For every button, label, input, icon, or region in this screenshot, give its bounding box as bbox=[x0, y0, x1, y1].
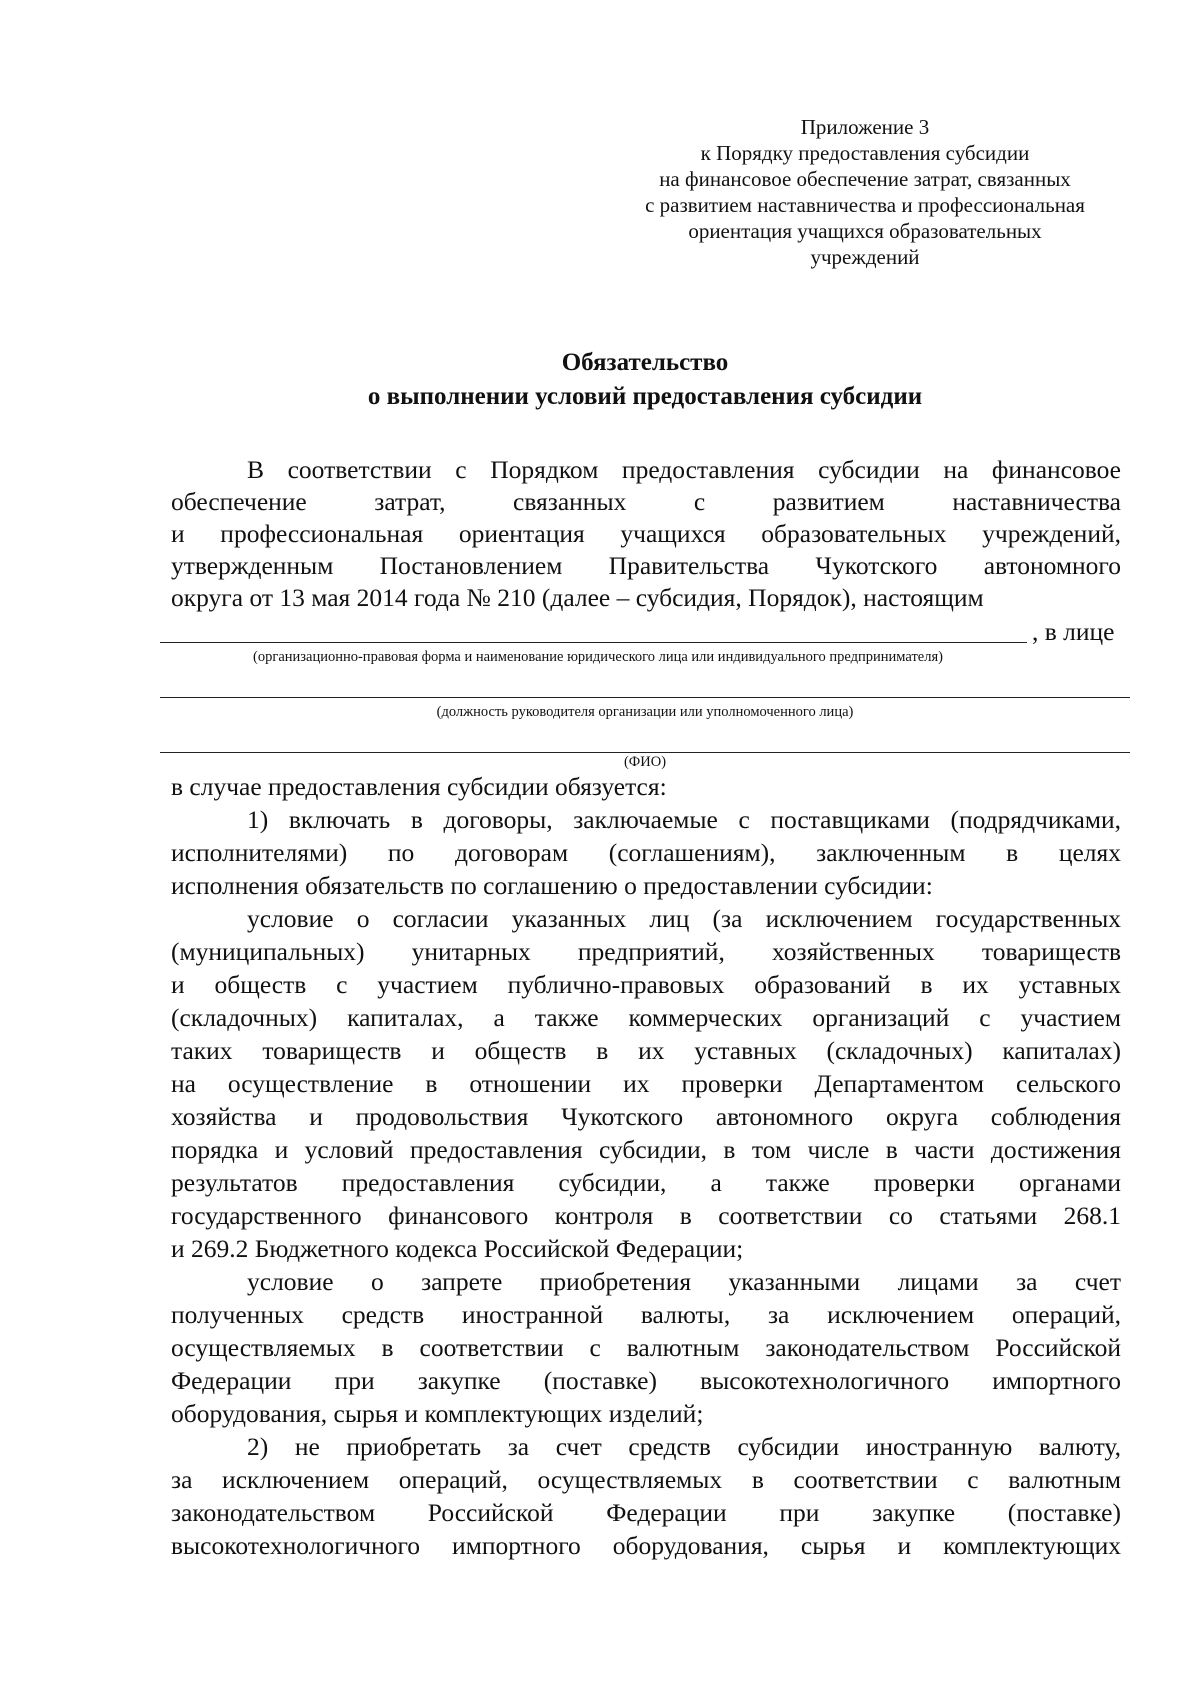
body-line: (муниципальных) унитарных предприятий, хозяйственных товариществ bbox=[171, 937, 1121, 966]
body-line: результатов предоставления субсидии, а также проверки органами bbox=[171, 1168, 1121, 1197]
intro-line: обеспечение затрат, связанных с развитием наставничества bbox=[171, 487, 1121, 516]
body-line: исполнителями) по договорам (соглашениям), заключенным в целях bbox=[171, 838, 1121, 867]
intro-line: В соответствии с Порядком предоставления субсидии на финансовое bbox=[247, 455, 1121, 484]
body-line: 2) не приобретать за счет средств субсидии иностранную валюту, bbox=[247, 1432, 1121, 1461]
appendix-line: с развитием наставничества и профессиональная bbox=[645, 193, 1085, 217]
body-line: в случае предоставления субсидии обязуется: bbox=[171, 772, 667, 801]
body-line: законодательством Российской Федерации при закупке (поставке) bbox=[171, 1498, 1121, 1527]
appendix-line: на финансовое обеспечение затрат, связанных bbox=[659, 167, 1071, 191]
body-line: таких товариществ и обществ в их уставных (складочных) капиталах) bbox=[171, 1036, 1121, 1065]
body-line: условие о запрете приобретения указанными лицами за счет bbox=[247, 1267, 1121, 1296]
intro-line: утвержденным Постановлением Правительства Чукотского автономного bbox=[171, 551, 1121, 580]
body-line: (складочных) капиталах, а также коммерческих организаций с участием bbox=[171, 1003, 1121, 1032]
body-line: хозяйства и продовольствия Чукотского автономного округа соблюдения bbox=[171, 1102, 1121, 1131]
body-line: оборудования, сырья и комплектующих изделий; bbox=[171, 1399, 704, 1428]
intro-line: округа от 13 мая 2014 года № 210 (далее – субсидия, Порядок), настоящим bbox=[171, 583, 984, 612]
in-person-label: , в лице bbox=[1032, 617, 1115, 646]
body-line: порядка и условий предоставления субсидии, в том числе в части достижения bbox=[171, 1135, 1121, 1164]
position-blank-line bbox=[160, 697, 1130, 698]
body-line: условие о согласии указанных лиц (за исключением государственных bbox=[247, 904, 1121, 933]
body-line: на осуществление в отношении их проверки Департаментом сельского bbox=[171, 1069, 1121, 1098]
body-line: Федерации при закупке (поставке) высокотехнологичного импортного bbox=[171, 1366, 1121, 1395]
fio-caption: (ФИО) bbox=[623, 754, 667, 770]
intro-line: и профессиональная ориентация учащихся образовательных учреждений, bbox=[171, 519, 1121, 548]
document-title: Обязательство bbox=[561, 349, 729, 376]
appendix-header bbox=[600, 114, 1130, 270]
appendix-line: ориентация учащихся образовательных bbox=[688, 219, 1042, 243]
body-line: исполнения обязательств по соглашению о предоставлении субсидии: bbox=[171, 871, 933, 900]
org-name-blank-line bbox=[160, 642, 1027, 643]
body-line: государственного финансового контроля в соответствии со статьями 268.1 bbox=[171, 1201, 1121, 1230]
body-line: высокотехнологичного импортного оборудования, сырья и комплектующих bbox=[171, 1531, 1121, 1560]
document-subtitle: о выполнении условий предоставления субсидии bbox=[367, 383, 923, 410]
body-line: за исключением операций, осуществляемых в соответствии с валютным bbox=[171, 1465, 1121, 1494]
body-line: и обществ с участием публично-правовых образований в их уставных bbox=[171, 970, 1121, 999]
appendix-line: к Порядку предоставления субсидии bbox=[700, 141, 1030, 165]
body-line: осуществляемых в соответствии с валютным законодательством Российской bbox=[171, 1333, 1121, 1362]
appendix-line: Приложение 3 bbox=[800, 115, 930, 139]
body-line: 1) включать в договоры, заключаемые с поставщиками (подрядчиками, bbox=[247, 805, 1121, 834]
body-line: и 269.2 Бюджетного кодекса Российской Федерации; bbox=[171, 1234, 744, 1263]
appendix-line: учреждений bbox=[810, 245, 920, 269]
body-line: полученных средств иностранной валюты, за исключением операций, bbox=[171, 1300, 1121, 1329]
org-name-caption: (организационно-правовая форма и наименование юридического лица или индивидуального предпринимателя) bbox=[253, 649, 943, 665]
position-caption: (должность руководителя организации или уполномоченного лица) bbox=[436, 704, 854, 720]
